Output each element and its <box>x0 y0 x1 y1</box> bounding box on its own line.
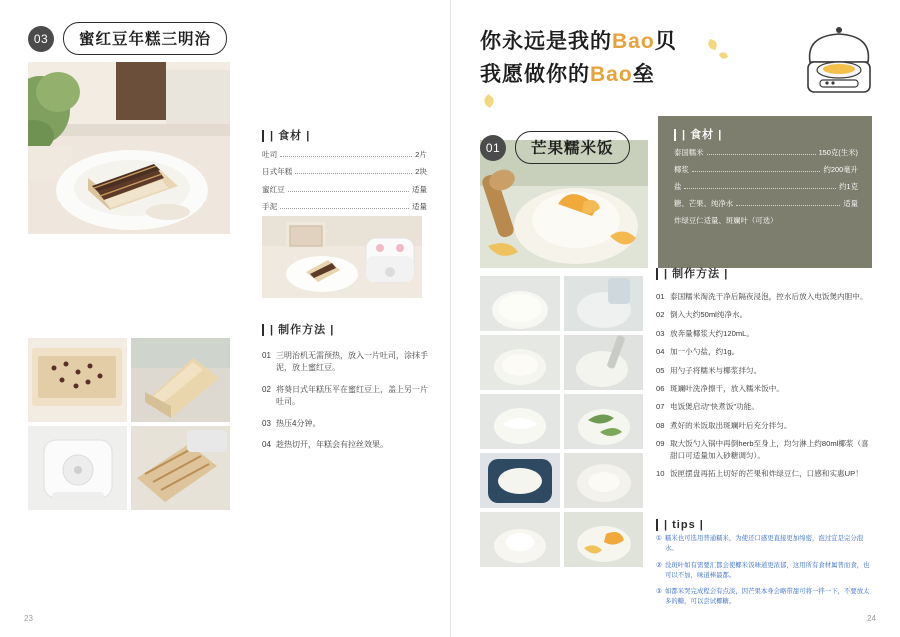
step-text: 三明治机无需预热，放入一片吐司，涂抹手泥，放上蜜红豆。 <box>276 351 428 373</box>
tip-text: 糯米也可选用普通糯米，为使还口感更直接更加绵密，泡过宜是完分泡水。 <box>665 535 864 553</box>
ingredient-name: 泰国糯米 <box>674 148 704 158</box>
step-row <box>656 365 872 376</box>
left-page-number: 23 <box>24 614 33 623</box>
ingredient-name: 吐司 <box>262 149 278 159</box>
step-photo-image <box>131 426 230 510</box>
left-main-photo-image <box>28 62 230 234</box>
step-number: 09 <box>656 439 665 449</box>
dot-leader <box>280 208 409 209</box>
step-photo <box>480 335 560 390</box>
step-number: 02 <box>262 384 271 394</box>
step-text: 煮好的米饭取出斑斓叶后充分拌匀。 <box>670 420 792 430</box>
right-steps-heading: | 制作方法 | <box>656 268 872 280</box>
left-steps-heading: | 制作方法 | <box>262 324 428 336</box>
ingredient-row <box>674 181 858 192</box>
step-text: 饭匣摆盘再拓上切好的芒果和炸绿豆仁，口感和实惠UP！ <box>670 469 863 478</box>
step-photo-image <box>131 338 230 422</box>
step-photo-image <box>28 338 127 422</box>
step-photo <box>480 276 560 331</box>
right-step-photo-grid <box>480 276 643 571</box>
grid-row <box>480 394 643 449</box>
step-number: 04 <box>656 347 665 357</box>
ingredient-name: 蜜红豆 <box>262 184 285 194</box>
right-headline <box>480 26 730 91</box>
left-ingredients <box>262 130 427 212</box>
ingredient-amount: 适量 <box>411 202 427 212</box>
step-photo <box>480 512 560 567</box>
step-row <box>656 309 872 320</box>
step-photo <box>480 453 560 508</box>
step-photo <box>131 426 230 510</box>
ingredient-row <box>262 184 427 195</box>
left-ingredient-list <box>262 149 427 213</box>
step-text: 热压4分钟。 <box>276 418 321 428</box>
step-number: 06 <box>656 384 665 394</box>
left-recipe-title-row <box>28 22 227 55</box>
step-row <box>656 438 872 461</box>
step-photo <box>480 394 560 449</box>
ingredient-name: 糖、芒果、纯净水 <box>674 199 734 209</box>
step-row <box>262 350 428 375</box>
step-row <box>262 418 428 430</box>
step-text: 将葵日式年糕压平在蜜红豆上，盖上另一片吐司。 <box>276 384 428 407</box>
step-number: 02 <box>656 310 665 320</box>
step-row <box>656 383 872 394</box>
step-photo <box>564 394 644 449</box>
ingredient-amount: 2块 <box>415 167 427 177</box>
ingredient-amount: 适量 <box>843 199 858 209</box>
spread-gutter <box>450 0 451 637</box>
right-steps <box>656 268 872 486</box>
step-text: 用勺子将糯米与椰浆拌匀。 <box>670 365 762 375</box>
step-text: 放奔量椰浆大约120mL。 <box>670 328 754 338</box>
step-text: 泰国糯米淘洗干净后隔夜浸泡，控水后放入电饭煲内胆中。 <box>670 292 868 302</box>
left-secondary-photo <box>262 216 422 298</box>
dot-leader <box>692 171 821 172</box>
step-number: 07 <box>656 402 665 412</box>
left-main-photo <box>28 62 230 234</box>
grid-row <box>480 512 643 567</box>
ingredient-amount: 150克(生米) <box>818 148 858 158</box>
dot-leader <box>684 188 836 189</box>
step-number: 01 <box>656 292 665 302</box>
ingredient-row <box>674 198 858 209</box>
rice-cooker-illustration-icon <box>800 16 878 102</box>
left-steps <box>262 324 428 460</box>
right-ingredients-box <box>658 116 872 268</box>
step-photo <box>564 453 644 508</box>
dot-leader <box>295 173 412 174</box>
right-recipe-title: 芒果糯米饭 <box>515 131 630 164</box>
dot-leader <box>707 154 816 155</box>
step-text: 取大饭勺入锅中再倒herb至身上，均匀淋上约80ml椰浆（喜甜口可适量加入砂糖调匀）。 <box>670 439 869 460</box>
step-row <box>656 346 872 357</box>
ingredient-name: 手泥 <box>262 202 278 212</box>
right-ingredient-list <box>674 147 858 226</box>
tip-text: 如都米哭完成程会有点淡，因芒果本身会略带甜可将一拌一下，不要放太多的糖，可以尝试椰糖。 <box>665 588 870 606</box>
step-number: 08 <box>656 420 665 430</box>
step-photo <box>131 338 230 422</box>
step-text: 倒入大约50ml纯净水。 <box>670 310 748 320</box>
tip-number: ② <box>656 561 662 569</box>
left-recipe-title: 蜜红豆年糕三明治 <box>63 22 227 55</box>
headline-line-1: 你永远是我的Bao贝 <box>480 30 677 53</box>
tip-text: 没斑叶如有需要汇都会使椰米饭味道更浓郁，这用所有食材属普而食，也可以不加，味道棒最都。 <box>665 561 870 579</box>
step-row <box>262 439 428 451</box>
grid-row <box>480 276 643 331</box>
step-number: 05 <box>656 365 665 375</box>
right-recipe-number: 01 <box>480 135 506 161</box>
ingredient-row <box>262 201 427 212</box>
step-number: 04 <box>262 440 271 450</box>
grid-row <box>28 338 230 422</box>
dot-leader <box>736 205 840 206</box>
step-text: 斑斓叶洗净擦干，放入糯米饭中。 <box>670 384 784 394</box>
ingredient-row <box>674 215 858 226</box>
step-number: 10 <box>656 469 665 478</box>
step-text: 趁热切开，年糕会有拉丝效果。 <box>276 440 388 450</box>
dot-leader <box>288 191 409 192</box>
left-step-photo-grid <box>28 338 230 514</box>
leaf-decoration-icon <box>482 94 496 108</box>
tip-row <box>656 534 872 555</box>
left-secondary-photo-image <box>262 216 422 298</box>
tip-number: ③ <box>656 588 662 595</box>
grid-row <box>480 453 643 508</box>
step-row <box>656 328 872 339</box>
step-photo <box>28 338 127 422</box>
ingredient-amount: 适量 <box>411 184 427 194</box>
tip-number: ① <box>656 535 662 542</box>
right-page-number: 24 <box>867 614 876 623</box>
ingredient-name: 盐 <box>674 182 682 192</box>
step-photo <box>564 335 644 390</box>
step-number: 01 <box>262 351 271 361</box>
right-recipe-title-row <box>480 131 630 164</box>
ingredient-row <box>674 164 858 175</box>
step-photo <box>564 512 644 567</box>
step-photo <box>28 426 127 510</box>
headline-line-2: 我愿做你的Bao垒 <box>480 62 655 86</box>
step-text: 电饭煲启动"快煮饭"功能。 <box>670 402 759 412</box>
step-photo-image <box>28 426 127 510</box>
step-row <box>656 401 872 412</box>
ingredient-amount: 2片 <box>415 149 427 159</box>
ingredient-name: 日式年糕 <box>262 167 293 177</box>
ingredient-name: 椰浆 <box>674 165 689 175</box>
tip-row <box>656 587 872 608</box>
ingredient-row <box>262 166 427 177</box>
step-text: 加一小勺盐，约1g。 <box>670 347 740 357</box>
left-recipe-number: 03 <box>28 26 54 52</box>
ingredient-amount: 约1克 <box>839 182 858 192</box>
ingredient-row <box>262 149 427 160</box>
step-row <box>656 468 872 479</box>
step-number: 03 <box>656 328 665 338</box>
step-row <box>656 291 872 302</box>
ingredient-row <box>674 147 858 158</box>
step-row <box>262 384 428 409</box>
dot-leader <box>280 156 412 157</box>
step-number: 03 <box>262 418 271 428</box>
tip-row <box>656 561 872 582</box>
tips-list <box>656 534 872 614</box>
ingredient-amount: 约200毫升 <box>823 165 858 175</box>
grid-row <box>480 335 643 390</box>
right-page <box>450 0 900 637</box>
ingredient-name: 炸绿豆仁适量、斑斓叶（可选） <box>674 216 778 226</box>
right-ingredients-heading: | 食材 | <box>674 129 858 141</box>
tips-heading: | tips | <box>656 519 704 531</box>
step-row <box>656 420 872 431</box>
step-photo <box>564 276 644 331</box>
left-ingredients-heading: | 食材 | <box>262 130 427 142</box>
grid-row <box>28 426 230 510</box>
